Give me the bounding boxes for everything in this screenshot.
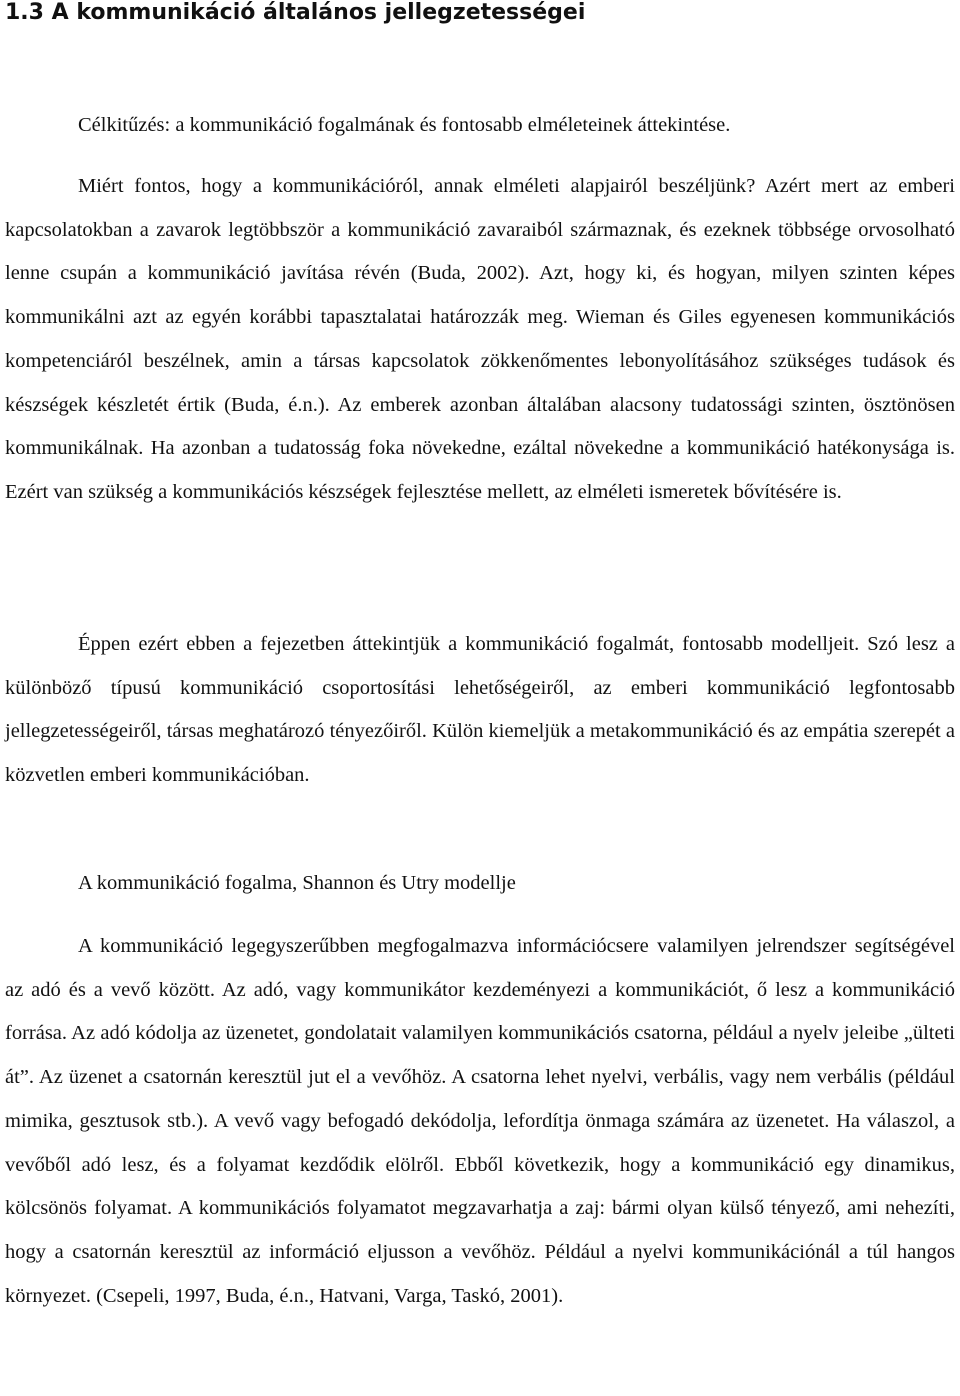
- paragraph-definition: A kommunikáció legegyszerűbben megfogalmazva információcsere valamilyen jelrendszer segítségével az adó és a vevő között. Az adó, vagy kommunikátor kezdeményezi a kommunikációt, ő lesz a kommunikáció forrása. Az adó kódolja az üzenetet, gondolatait valamilyen kommunikációs csatorna, például a nyelv jeleibe „ülteti át”. Az üzenet a csatornán keresztül jut el a vevőhöz. A csatorna lehet nyelvi, verbális, vagy nem verbális (például mimika, gesztusok stb.). A vevő vagy befogadó dekódolja, lefordítja önmaga számára az üzenetet. Ha válaszol, a vevőből adó lesz, és a folyamat kezdődik elölről. Ebből következik, hogy a kommunikáció egy dinamikus, kölcsönös folyamat. A kommunikációs folyamatot megzavarhatja a zaj: bármi olyan külső tényező, ami nehezíti, hogy a csatornán keresztül az információ eljusson a vevőhöz. Például a nyelvi kommunikációnál a túl hangos környezet. (Csepeli, 1997, Buda, é.n., Hatvani, Varga, Taskó, 2001).: [5, 935, 955, 1307]
- paragraph-intro: Miért fontos, hogy a kommunikációról, annak elméleti alapjairól beszéljünk? Azért mert az emberi kapcsolatokban a zavarok legtöbbször a kommunikáció zavaraiból származnak, és ezeknek többsége orvosolható lenne csupán a kommunikáció javítása révén (Buda, 2002). Azt, hogy ki, és hogyan, milyen szinten képes kommunikálni azt az egyén korábbi tapasztalatai határozzák meg. Wieman és Giles egyenesen kommunikációs kompetenciáról beszélnek, amin a társas kapcsolatok zökkenőmentes lebonyolításához szükséges tudások és készségek készletét értik (Buda, é.n.). Az emberek azonban általában alacsony tudatossági szinten, ösztönösen kommunikálnak. Ha azonban a tudatosság foka növekedne, ezáltal növekedne a kommunikáció hatékonysága is. Ezért van szükség a kommunikációs készségek fejlesztése mellett, az elméleti ismeretek bővítésére is.: [5, 175, 955, 503]
- goal-statement: Célkitűzés: a kommunikáció fogalmának és fontosabb elméleteinek áttekintése.: [78, 114, 731, 136]
- section-heading: 1.3 A kommunikáció általános jellegzetességei: [5, 0, 586, 25]
- subsection-heading: A kommunikáció fogalma, Shannon és Utry modellje: [78, 872, 516, 894]
- paragraph-chapter-overview: Éppen ezért ebben a fejezetben áttekintjük a kommunikáció fogalmát, fontosabb modelljeit. Szó lesz a különböző típusú kommunikáció csoportosítási lehetőségeiről, az emberi kommunikáció legfontosabb jellegzetességeiről, társas meghatározó tényezőiről. Külön kiemeljük a metakommunikáció és az empátia szerepét a közvetlen emberi kommunikációban.: [5, 633, 955, 787]
